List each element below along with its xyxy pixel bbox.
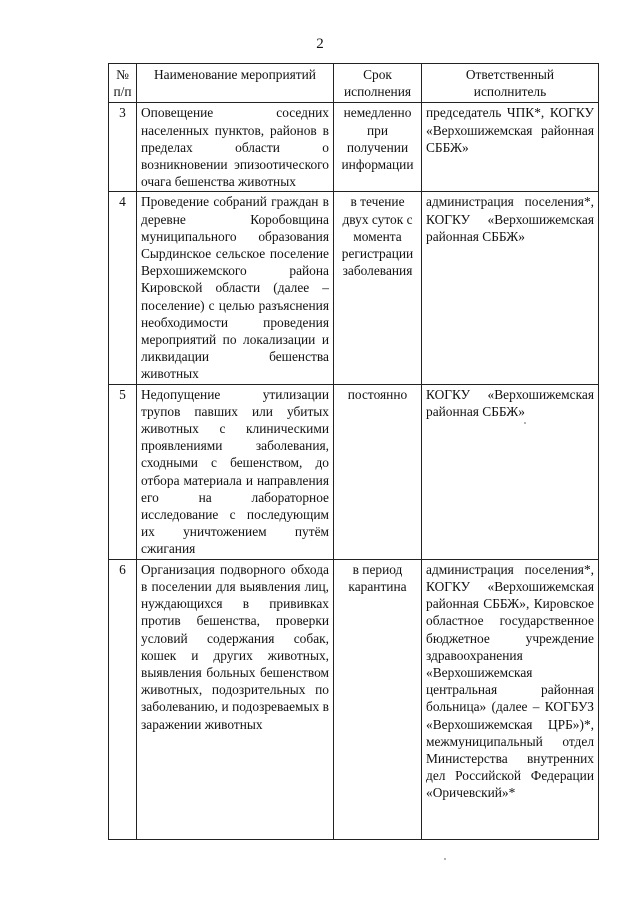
- responsible: администрация поселения*, КОГКУ «Верхошижемская районная СББЖ»: [422, 192, 599, 384]
- row-number: 5: [109, 384, 137, 559]
- row-number: 4: [109, 192, 137, 384]
- deadline: постоянно: [334, 384, 422, 559]
- measure-name: Недопущение утилизации трупов павших или убитых животных с клиническими проявлениями заболевания, сходными с бешенством, до отбора материала и направления его на лабораторное исследование с последующим их уничтожением путём сжигания: [137, 384, 334, 559]
- header-measure-name: Наименование мероприятий: [137, 64, 334, 103]
- header-number: № п/п: [109, 64, 137, 103]
- scan-speck: [524, 422, 526, 424]
- page-number: 2: [316, 36, 324, 52]
- row-number: 6: [109, 559, 137, 839]
- deadline: в течение двух суток с момента регистрации заболевания: [334, 192, 422, 384]
- scan-speck: [444, 858, 446, 860]
- table-row: [109, 192, 599, 384]
- header-responsible: Ответственный исполнитель: [422, 64, 599, 103]
- table-row: [109, 103, 599, 192]
- table-row: [109, 559, 599, 839]
- deadline: немедленно при получении информации: [334, 103, 422, 192]
- measure-name: Оповещение соседних населенных пунктов, районов в пределах области о возникновении эпизоотического очага бешенства животных: [137, 103, 334, 192]
- header-deadline: Срок исполнения: [334, 64, 422, 103]
- responsible: КОГКУ «Верхошижемская районная СББЖ»: [422, 384, 599, 559]
- table-row: [109, 384, 599, 559]
- measure-name: Проведение собраний граждан в деревне Коробовщина муниципального образования Сырдинское сельское поселение Верхошижемского района Кировской области (далее – поселение) с целью разъяснения необходимости проведения мероприятий по локализации и ликвидации бешенства животных: [137, 192, 334, 384]
- row-number: 3: [109, 103, 137, 192]
- responsible: председатель ЧПК*, КОГКУ «Верхошижемская районная СББЖ»: [422, 103, 599, 192]
- responsible: администрация поселения*, КОГКУ «Верхошижемская районная СББЖ», Кировское областное государственное бюджетное учреждение здравоохранения «Верхошижемская центральная районная больница» (далее – КОГБУЗ «Верхошижемская ЦРБ»)*, межмуниципальный отдел Министерства внутренних дел Российской Федерации «Оричевский»*: [422, 559, 599, 839]
- measure-name: Организация подворного обхода в поселении для выявления лиц, нуждающихся в прививках против бешенства, проверки условий содержания собак, кошек и других животных, выявления больных бешенством животных, подозрительных по заболеванию, и подозреваемых в заражении животных: [137, 559, 334, 839]
- measures-table: [108, 63, 599, 840]
- table-header-row: [109, 64, 599, 103]
- deadline: в период карантина: [334, 559, 422, 839]
